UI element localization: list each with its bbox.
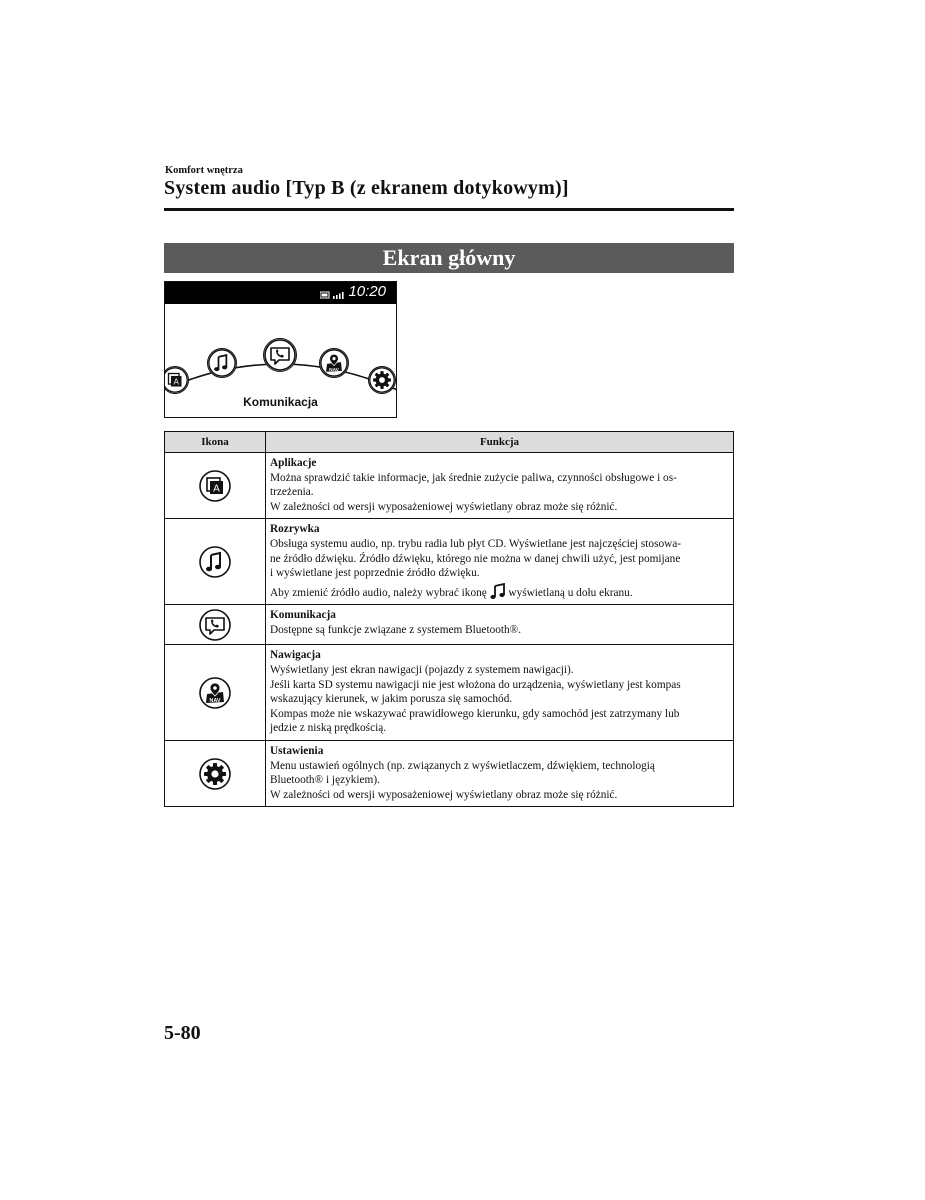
function-text: Wyświetlany jest ekran nawigacji (pojazdy z systemem nawigacji). [270, 663, 574, 676]
apps-icon [199, 470, 231, 502]
section-label: Komfort wnętrza [165, 165, 243, 176]
music-note-icon [199, 546, 231, 578]
icon-cell [165, 453, 266, 519]
title-divider [164, 208, 734, 211]
screen-clock: 10:20 [348, 283, 386, 300]
icon-cell [165, 519, 266, 605]
screen-phone-icon [263, 338, 297, 372]
function-text: Aby zmienić źródło audio, należy wybrać ikonę [270, 586, 487, 599]
function-text: Jeśli karta SD systemu nawigacji nie jest włożona do urządzenia, wyświetlany jest kompas [270, 678, 681, 691]
function-text: W zależności od wersji wyposażeniowej wyświetlany obraz może się różnić. [270, 500, 618, 513]
function-text: wyświetlaną u dołu ekranu. [508, 586, 633, 599]
function-cell [266, 605, 734, 645]
navigation-icon [199, 677, 231, 709]
screen-music-icon [207, 348, 237, 378]
function-text: Menu ustawień ogólnych (np. związanych z wyświetlaczem, dźwiękiem, technologią [270, 759, 655, 772]
function-title: Komunikacja [270, 609, 336, 622]
function-text: wskazujący kierunek, w jakim porusza się samochód. [270, 693, 513, 706]
function-cell [266, 645, 734, 741]
page-title: System audio [Typ B (z ekranem dotykowym)] [164, 177, 569, 199]
table-row [165, 605, 734, 645]
table-row [165, 453, 734, 519]
function-text: ne źródło dźwięku. Źródło dźwięku, którego nie można w danej chwili użyć, jest pomijane [270, 552, 681, 565]
function-title: Nawigacja [270, 649, 321, 662]
home-screen-illustration [164, 281, 397, 418]
function-text: i wyświetlane jest poprzednie źródło dźwięku. [270, 567, 480, 580]
function-text: trzeżenia. [270, 486, 314, 499]
function-title: Rozrywka [270, 523, 320, 536]
function-text: Obsługa systemu audio, np. trybu radia lub płyt CD. Wyświetlane jest najczęściej stosowa- [270, 537, 682, 550]
page-number: 5-80 [164, 1022, 201, 1044]
screen-caption: Komunikacja [243, 395, 318, 409]
icon-cell [165, 645, 266, 741]
function-title: Ustawienia [270, 744, 324, 757]
function-cell [266, 740, 734, 806]
header-icon: Ikona [165, 432, 266, 453]
table-header-row [165, 432, 734, 453]
function-cell [266, 453, 734, 519]
function-text: jedzie z niską prędkością. [270, 722, 387, 735]
function-cell [266, 519, 734, 605]
table-row [165, 519, 734, 605]
screen-status-bar [165, 282, 396, 304]
music-note-inline-icon [490, 583, 506, 599]
header-function: Funkcja [266, 432, 734, 453]
icon-cell [165, 740, 266, 806]
section-heading: Ekran główny [164, 243, 734, 273]
function-table [164, 431, 734, 807]
signal-battery-icon [320, 291, 346, 299]
screen-navigation-icon [319, 348, 349, 378]
table-row [165, 740, 734, 806]
table-row [165, 645, 734, 741]
screen-apps-icon [164, 366, 189, 394]
function-title: Aplikacje [270, 457, 317, 469]
function-text-with-icon [270, 583, 729, 601]
function-text: Kompas może nie wskazywać prawidłowego kierunku, gdy samochód jest zatrzymany lub [270, 707, 680, 720]
function-text: Bluetooth® i językiem). [270, 774, 380, 787]
screen-settings-icon [368, 366, 396, 394]
settings-gear-icon [199, 758, 231, 790]
phone-icon [199, 609, 231, 641]
function-text: Można sprawdzić takie informacje, jak średnie zużycie paliwa, czynności obsługowe i os- [270, 471, 677, 484]
icon-cell [165, 605, 266, 645]
function-text: Dostępne są funkcje związane z systemem Bluetooth®. [270, 623, 522, 636]
function-text: W zależności od wersji wyposażeniowej wyświetlany obraz może się różnić. [270, 788, 618, 801]
